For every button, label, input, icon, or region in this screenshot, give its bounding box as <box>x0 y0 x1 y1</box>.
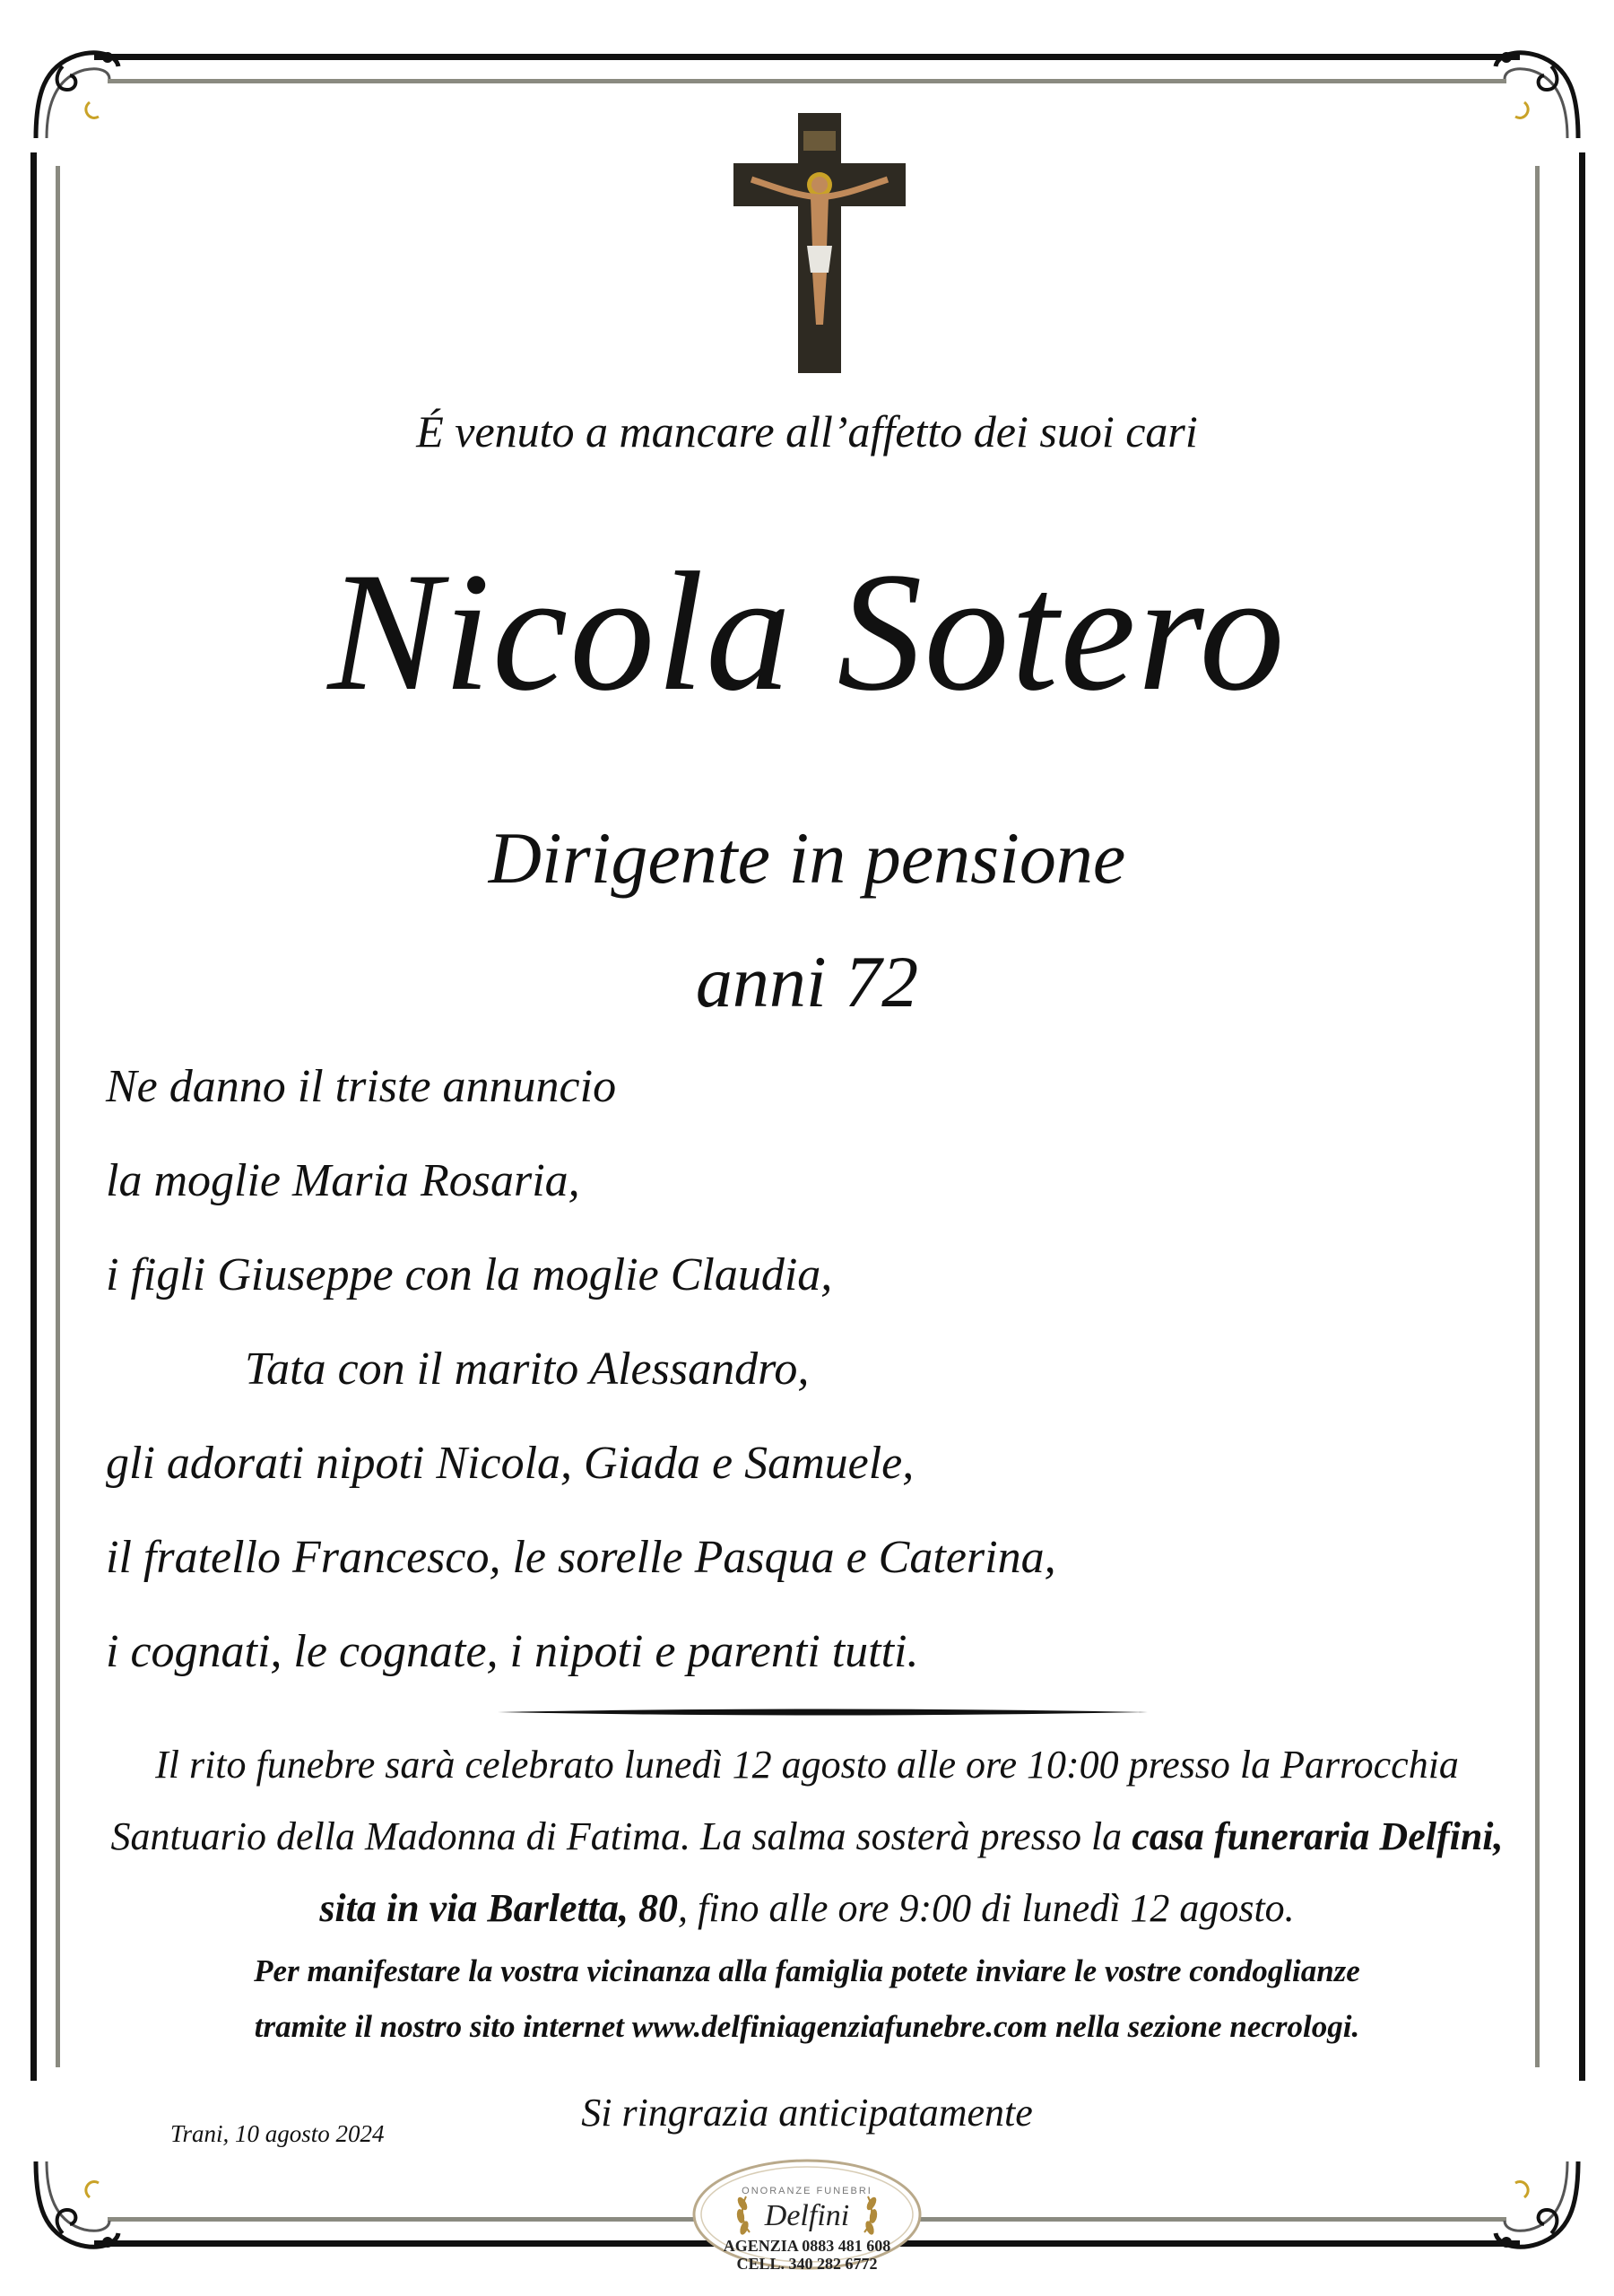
mourners-line: i cognati, le cognate, i nipoti e parenti tutti. <box>106 1626 919 1677</box>
rite-funeral-home: casa funeraria Delfini, <box>1132 1814 1504 1858</box>
condolences-line-1: Per manifestare la vostra vicinanza alla famiglia potete inviare le vostre condoglianze <box>254 1953 1360 1988</box>
intro-text: É venuto a mancare all’affetto dei suoi cari <box>416 406 1198 457</box>
rite-line-3-text: , fino alle ore 9:00 di lunedì 12 agosto. <box>678 1886 1295 1930</box>
mourners-line: Tata con il marito Alessandro, <box>245 1344 810 1395</box>
place-date: Trani, 10 agosto 2024 <box>170 2120 385 2147</box>
deceased-name: Nicola Sotero <box>327 538 1287 726</box>
mourners-line: Ne danno il triste annuncio <box>106 1061 617 1112</box>
agency-phone: AGENZIA 0883 481 608 <box>723 2237 891 2255</box>
divider <box>498 1708 1148 1717</box>
deceased-role: Dirigente in pensione <box>488 817 1126 899</box>
mourners-list <box>106 1060 1451 1719</box>
rite-address: sita in via Barletta, 80 <box>319 1886 679 1930</box>
deceased-age: anni 72 <box>695 941 919 1022</box>
mourners-line: il fratello Francesco, le sorelle Pasqua e Caterina, <box>106 1532 1056 1583</box>
corner-ornament-icon <box>27 39 126 147</box>
corner-ornament-icon <box>1488 39 1587 147</box>
rite-line-2 <box>72 1813 1542 1859</box>
mourners-line: i figli Giuseppe con la moglie Claudia, <box>106 1249 833 1300</box>
mourners-line: gli adorati nipoti Nicola, Giada e Samuele, <box>106 1438 915 1489</box>
condolences-line-2: tramite il nostro sito internet www.delfiniagenziafunebre.com nella sezione necrologi. <box>254 2009 1360 2044</box>
agency-header: ONORANZE FUNEBRI <box>742 2186 872 2196</box>
agency-cell: CELL. 340 282 6772 <box>736 2255 878 2273</box>
rite-line-3 <box>72 1885 1542 1931</box>
rite-line-1: Il rito funebre sarà celebrato lunedì 12 agosto alle ore 10:00 presso la Parrocchia <box>155 1743 1459 1787</box>
mourners-line: la moglie Maria Rosaria, <box>106 1155 580 1206</box>
frame-top-line <box>94 54 1520 60</box>
frame-top-grey-line <box>108 79 1506 83</box>
rite-line-2-text: Santuario della Madonna di Fatima. La salma sosterà presso la <box>110 1814 1132 1858</box>
thanks-text: Si ringrazia anticipatamente <box>581 2091 1033 2135</box>
crucifix-icon <box>733 113 906 373</box>
agency-name: Delfini <box>764 2199 850 2232</box>
